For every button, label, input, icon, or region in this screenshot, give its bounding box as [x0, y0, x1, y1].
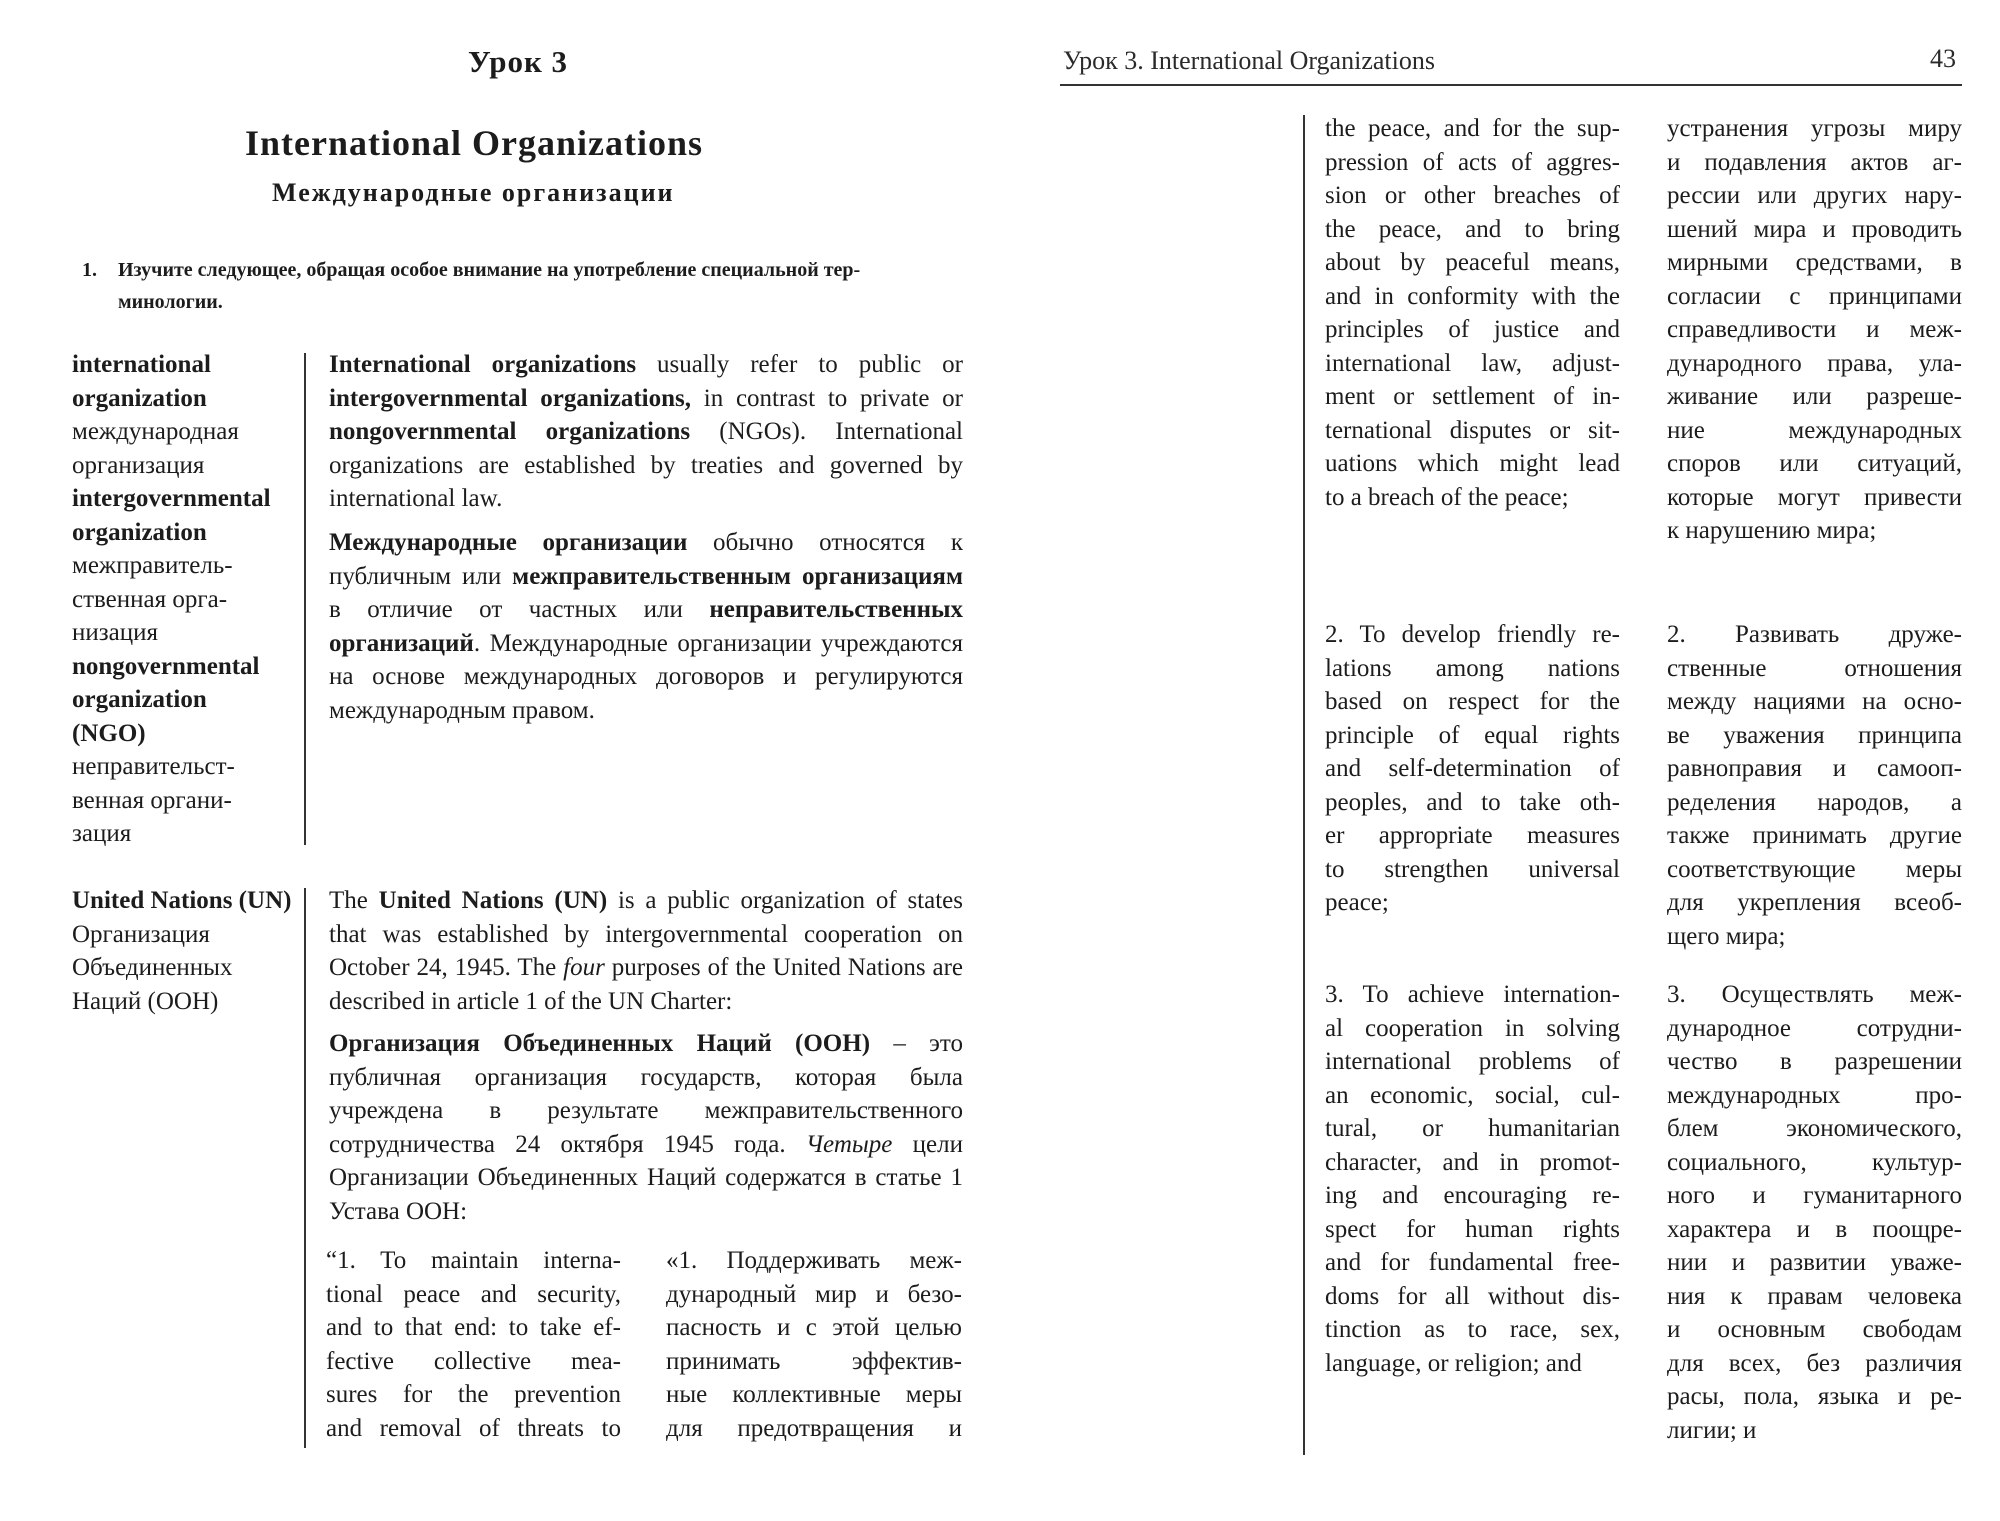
text-line: нии и развитии уваже- [1667, 1249, 1962, 1276]
text-line: мирными средствами, в [1667, 249, 1962, 276]
text-line: ternational disputes or sit- [1325, 416, 1620, 444]
text-line: peoples, and to take oth- [1325, 788, 1620, 816]
term-en: United Nations (UN) [72, 887, 292, 914]
text-line: для укрепления всеоб- [1667, 889, 1962, 916]
text-line: and for fundamental free- [1325, 1249, 1620, 1276]
text-line: согласии с принципами [1667, 282, 1962, 310]
text-line: ределения народов, а [1667, 788, 1962, 816]
text-run: usually refer to public or [636, 351, 963, 378]
text-run: . Международные организации учреждаются на основе международных договоров и регулируются международным правом. [329, 629, 963, 724]
text-line: principles of justice and [1325, 316, 1620, 343]
text-line: «1. Поддерживать меж- [666, 1247, 962, 1274]
column-divider [304, 888, 306, 1448]
text-line: al cooperation in solving [1325, 1014, 1620, 1042]
term-ru: международная организация [72, 418, 239, 479]
text-line: spect for human rights [1325, 1215, 1620, 1243]
text-line: расы, пола, языка и ре- [1667, 1383, 1962, 1410]
glossary-term-un [72, 884, 292, 1018]
text-line: для всех, без различия [1667, 1349, 1962, 1377]
purpose-2-ru [1667, 618, 1962, 953]
text-line: tural, or humanitarian [1325, 1115, 1620, 1142]
text-run: purposes of the United Nations are described in article 1 of the UN Charter: [329, 954, 963, 1015]
text-line: international law, adjust- [1325, 349, 1620, 377]
text-line: рессии или других нару- [1667, 182, 1962, 209]
text-line: которые могут привести [1667, 483, 1962, 511]
purpose-2-en [1325, 618, 1620, 920]
text-line: peace; [1325, 889, 1389, 916]
text-line: about by peaceful means, [1325, 249, 1620, 276]
term-highlight: intergovernmental organizations, [329, 384, 692, 412]
text-line: lations among nations [1325, 654, 1620, 682]
term-en: intergovernmental organization [72, 485, 271, 546]
term-highlight: International organizations [329, 351, 637, 378]
term-highlight: неправительственных организаций [329, 596, 963, 657]
text-line: to a breach of the peace; [1325, 483, 1569, 511]
text-line: fective collective mea- [326, 1347, 621, 1375]
text-line: 3. To achieve internation- [1325, 981, 1620, 1008]
charter-continuation-en [1325, 112, 1620, 514]
text-line: sures for the prevention [326, 1381, 621, 1408]
page-subtitle: Международные организации [272, 178, 675, 207]
term-highlight: United Nations (UN) [378, 887, 608, 914]
text-run: цели Организации Объединенных Наций содержатся в статье 1 Устава ООН: [329, 1130, 963, 1225]
text-line: international problems of [1325, 1048, 1620, 1075]
column-divider [1303, 115, 1305, 1455]
text-line: справедливости и меж- [1667, 316, 1962, 343]
term-highlight: nongovernmental organizations [329, 418, 691, 445]
text-line: к нарушению мира; [1667, 517, 1877, 544]
text-line: и основным свободам [1667, 1316, 1962, 1343]
text-run: в отличие от частных или [329, 596, 710, 623]
text-line: чество в разрешении [1667, 1048, 1962, 1075]
text-line: и подавления актов аг- [1667, 148, 1962, 176]
text-line: an economic, social, cul- [1325, 1081, 1620, 1109]
term-highlight: Международные организации [329, 529, 688, 556]
text-line: 2. To develop friendly re- [1325, 621, 1620, 648]
text-line: tinction as to race, sex, [1325, 1316, 1620, 1343]
text-line: международных про- [1667, 1081, 1962, 1109]
lesson-label: Урок 3 [468, 44, 569, 79]
text-line: ственные отношения [1667, 654, 1962, 682]
text-line: дународное сотрудни- [1667, 1014, 1962, 1042]
text-line: пасность и с этой целью [666, 1314, 962, 1341]
text-run: is a public organization of states that was established by intergovernmental cooperation on October 24, 1945. The [329, 887, 963, 981]
text-line: doms for all without dis- [1325, 1282, 1620, 1310]
text-line: блем экономического, [1667, 1115, 1962, 1142]
text-line: характера и в поощре- [1667, 1215, 1962, 1243]
emphasis: Четыре [805, 1130, 893, 1158]
definition-ru [329, 526, 963, 727]
text-line: er appropriate measures [1325, 822, 1620, 849]
text-line: 3. Осуществлять меж- [1667, 981, 1962, 1008]
text-line: sion or other breaches of [1325, 182, 1620, 209]
text-line: 2. Развивать друже- [1667, 621, 1962, 648]
instruction-line-2: минологии. [118, 291, 223, 313]
term-ru: Организация Объединенных Наций (ООН) [72, 920, 233, 1015]
charter-continuation-ru [1667, 112, 1962, 548]
text-line: and in conformity with the [1325, 282, 1620, 310]
term-highlight: Организация Объединенных Наций (ООН) [329, 1030, 871, 1057]
purpose-3-ru [1667, 978, 1962, 1447]
term-ru: межправитель- ственная орга- низация [72, 552, 233, 646]
text-line: principle of equal rights [1325, 721, 1620, 749]
text-line: to strengthen universal [1325, 855, 1620, 883]
emphasis: four [563, 954, 605, 981]
text-run: (NGOs). International organizations are established by treaties and governed by international law. [329, 418, 963, 512]
text-line: принимать эффектив- [666, 1347, 962, 1375]
text-line: ве уважения принципа [1667, 721, 1962, 749]
text-line: щего мира; [1667, 922, 1786, 950]
exercise-number: 1. [82, 259, 97, 281]
text-line: “1. To maintain interna- [326, 1247, 621, 1274]
text-line: based on respect for the [1325, 688, 1620, 715]
text-line: ние международных [1667, 416, 1962, 444]
header-rule [1060, 84, 1962, 86]
text-run: обычно относятся к публичным или [329, 529, 963, 590]
glossary-terms [72, 348, 292, 851]
definition-en [329, 348, 963, 516]
text-line: также принимать другие [1667, 822, 1962, 849]
text-line: шений мира и проводить [1667, 215, 1962, 243]
text-line: лигии; и [1667, 1416, 1757, 1444]
text-line: the peace, and for the sup- [1325, 115, 1620, 142]
text-line: character, and in promot- [1325, 1148, 1620, 1176]
text-line: and to that end: to take ef- [326, 1314, 621, 1341]
term-en: nongovernmental organization (NGO) [72, 652, 260, 747]
text-line: ment or settlement of in- [1325, 383, 1620, 410]
term-en: international organization [72, 351, 211, 412]
page-title: International Organizations [245, 123, 704, 163]
un-definition-en [329, 884, 963, 1018]
text-line: соответствующие меры [1667, 855, 1962, 883]
term-ru: неправительст- венная органи- зация [72, 753, 235, 847]
text-line: ния к правам человека [1667, 1282, 1962, 1310]
un-definition-ru [329, 1027, 963, 1228]
instruction-line-1: Изучите следующее, обращая особое внимание на употребление специальной тер- [118, 259, 861, 281]
text-line: uations which might lead [1325, 450, 1620, 477]
exercise-instruction [82, 254, 962, 318]
text-run: The [329, 887, 379, 914]
text-line: ные коллективные меры [666, 1381, 962, 1408]
text-run: in contrast to private or [691, 384, 964, 412]
text-line: and removal of threats to [326, 1414, 621, 1442]
text-line: споров или ситуаций, [1667, 450, 1962, 477]
text-line: живание или разреше- [1667, 383, 1962, 410]
running-head: Урок 3. International Organizations [1063, 46, 1435, 75]
text-line: между нациями на осно- [1667, 688, 1962, 715]
text-line: для предотвращения и [666, 1414, 962, 1442]
text-line: ing and encouraging re- [1325, 1182, 1620, 1209]
text-line: the peace, and to bring [1325, 215, 1620, 243]
purpose-3-en [1325, 978, 1620, 1380]
text-line: социального, культур- [1667, 1148, 1962, 1176]
text-line: равноправия и самооп- [1667, 755, 1962, 782]
term-highlight: межправительственным организациям [512, 562, 963, 590]
text-line: tional peace and security, [326, 1280, 621, 1308]
column-divider [304, 353, 306, 845]
text-run: – это публичная организация государств, которая была учреждена в результате межправительственного сотрудничества 24 октября 1945 года. [329, 1030, 963, 1158]
text-line: дународного права, ула- [1667, 349, 1962, 377]
charter-quote-ru [666, 1244, 962, 1445]
page-number: 43 [1930, 44, 1956, 73]
text-line: language, or religion; and [1325, 1349, 1582, 1377]
text-line: pression of acts of aggres- [1325, 148, 1620, 176]
text-line: дународный мир и безо- [666, 1280, 962, 1308]
text-line: ного и гуманитарного [1667, 1182, 1962, 1209]
text-line: and self-determination of [1325, 755, 1620, 782]
charter-quote-en [326, 1244, 621, 1445]
text-line: устранения угрозы миру [1667, 115, 1962, 142]
